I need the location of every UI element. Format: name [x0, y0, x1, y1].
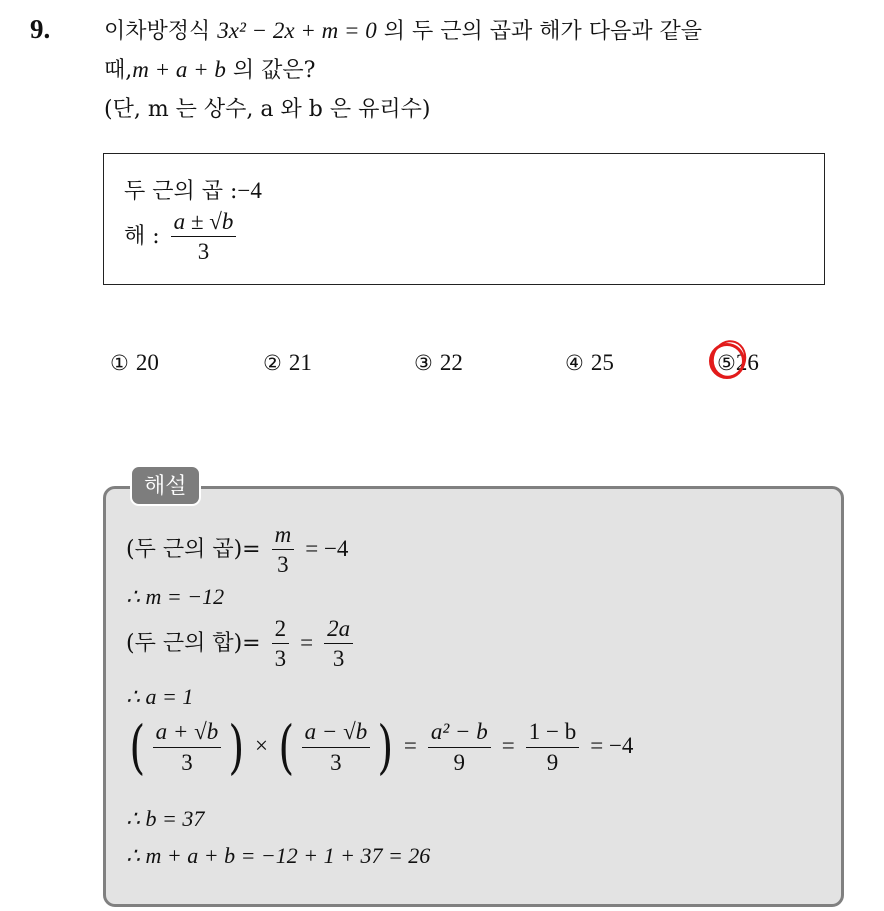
question-expression: m + a + b — [132, 57, 226, 82]
question-equation: 3x² − 2x + m = 0 — [217, 18, 377, 43]
choice-2[interactable] — [263, 350, 312, 376]
solution-fraction — [302, 719, 371, 775]
given-info-box — [103, 153, 825, 285]
fraction-denominator: 3 — [330, 749, 342, 775]
fraction-denominator: 9 — [453, 749, 466, 775]
equals-sign: = — [501, 733, 515, 758]
solution-result: = −4 — [590, 733, 634, 758]
solution-fraction — [272, 522, 295, 578]
times-sign: × — [254, 733, 268, 758]
solution-label: (두 근의 곱)= — [126, 536, 261, 562]
fraction-denominator: 3 — [277, 552, 289, 578]
question-text-suffix: 의 두 근의 곱과 해가 다음과 같을 — [376, 19, 702, 44]
choice-value: 25 — [590, 350, 614, 375]
solution-line-1 — [126, 522, 348, 578]
fraction-numerator: a² − b — [428, 719, 491, 747]
choice-mark: ⑤ — [717, 351, 736, 375]
given-product-label: 두 근의 곱 : — [124, 179, 238, 204]
fraction-numerator: a − √b — [302, 719, 371, 747]
choice-mark: ④ — [565, 351, 584, 375]
fraction-denominator: 3 — [332, 646, 345, 672]
solution-fraction — [324, 616, 353, 672]
fraction-numerator: a + √b — [153, 719, 222, 747]
choice-1[interactable] — [110, 350, 159, 376]
given-solution-label: 해 : — [124, 223, 160, 249]
choice-mark: ① — [110, 351, 129, 375]
equals-sign: = — [403, 733, 417, 758]
given-product-value: −4 — [237, 178, 262, 203]
solution-line-3 — [126, 616, 357, 672]
choice-value: 22 — [439, 350, 463, 375]
question-text: 때, — [104, 58, 133, 83]
fraction-numerator: 2 — [272, 616, 290, 644]
solution-fraction — [272, 616, 290, 672]
fraction-numerator: m — [272, 522, 295, 550]
choice-3[interactable] — [414, 350, 463, 376]
question-line-1 — [104, 14, 702, 45]
left-paren-icon: ( — [278, 713, 295, 781]
choice-mark: ② — [263, 351, 282, 375]
fraction-denominator: 3 — [181, 749, 193, 775]
solution-fraction — [428, 719, 491, 775]
given-product — [124, 174, 262, 205]
fraction-denominator: 3 — [197, 239, 210, 265]
choice-mark: ③ — [414, 351, 433, 375]
question-condition: (단, m 는 상수, a 와 b 은 유리수) — [104, 97, 431, 122]
choice-value: 21 — [288, 350, 312, 375]
given-solution — [124, 209, 240, 265]
fraction-denominator: 3 — [274, 646, 287, 672]
solution-line-2: ∴ m = −12 — [126, 584, 225, 609]
choice-4[interactable] — [565, 350, 614, 376]
question-number: 9. — [30, 14, 51, 44]
left-paren-icon: ( — [129, 713, 146, 781]
fraction-numerator: a ± √b — [171, 209, 237, 237]
solution-label: (두 근의 합)= — [126, 630, 261, 656]
equals-sign: = — [300, 629, 314, 655]
right-paren-icon: ) — [377, 713, 394, 781]
question-text-suffix: 의 값은? — [225, 58, 316, 83]
choice-value: 20 — [135, 350, 159, 375]
question-line-2 — [104, 53, 315, 84]
question-text: 이차방정식 — [104, 19, 218, 44]
solution-line-6: ∴ b = 37 — [126, 806, 205, 831]
solution-fraction — [526, 719, 579, 775]
solution-badge: 해설 — [130, 465, 201, 506]
fraction-numerator: 2a — [324, 616, 353, 644]
solution-line-4: ∴ a = 1 — [126, 684, 194, 709]
fraction-denominator: 9 — [546, 749, 559, 775]
solution-result: = −4 — [305, 535, 349, 561]
fraction-numerator: 1 − b — [526, 719, 579, 747]
given-solution-fraction — [171, 209, 237, 265]
solution-line-5 — [126, 713, 634, 781]
solution-fraction — [153, 719, 222, 775]
right-paren-icon: ) — [228, 713, 245, 781]
choice-value: 26 — [735, 350, 759, 375]
solution-line-7: ∴ m + a + b = −12 + 1 + 37 = 26 — [126, 843, 431, 868]
